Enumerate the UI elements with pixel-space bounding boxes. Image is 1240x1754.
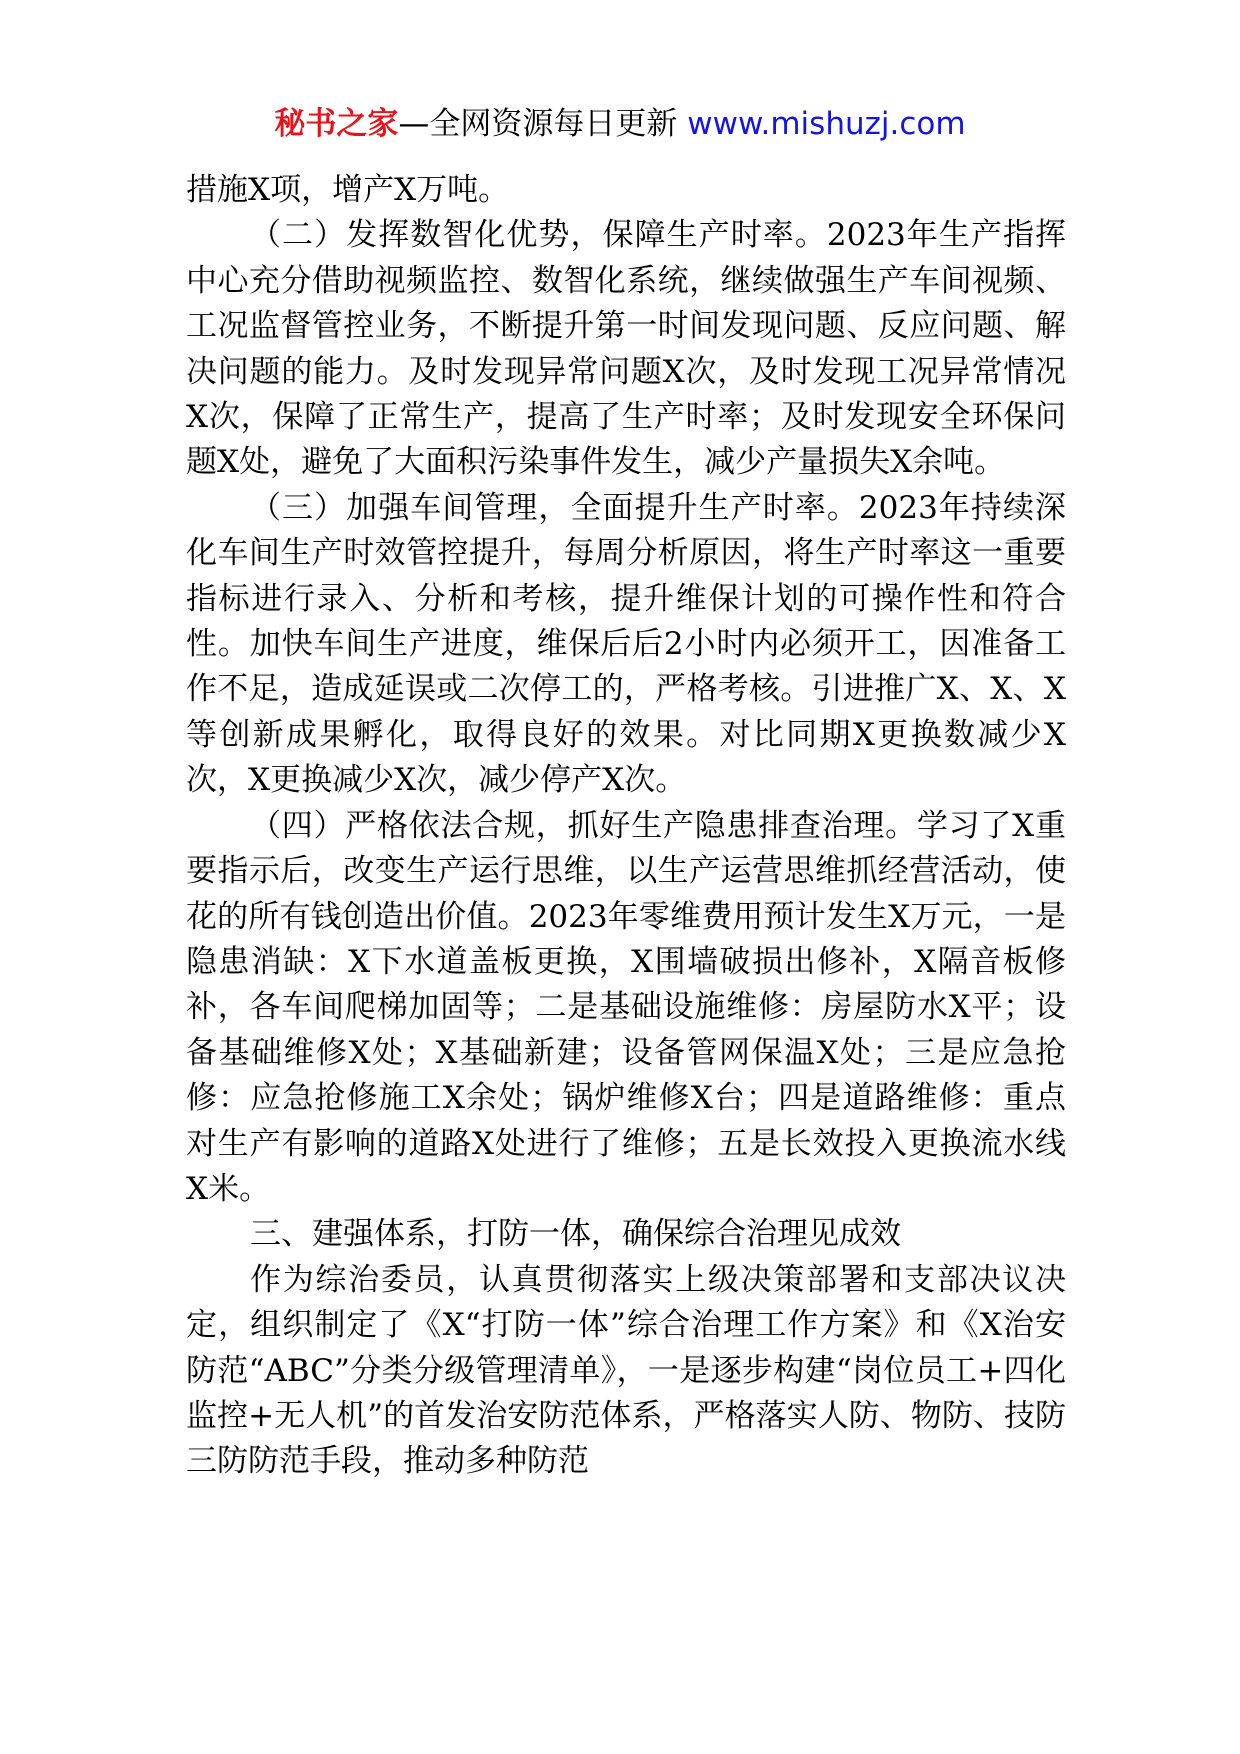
- paragraph-comprehensive-governance: 作为综治委员，认真贯彻落实上级决策部署和支部决议决定，组织制定了《X“打防一体”综合治理工作方案》和《X治安防范“ABC”分类分级管理清单》，一是逐步构建“岗位员工+四化监控+无人机”的首发治安防范体系，严格落实人防、物防、技防三防防范手段，推动多种防范: [186, 1261, 1066, 1480]
- paragraph-section-2: （二）发挥数智化优势，保障生产时率。2023年生产指挥中心充分借助视频监控、数智化系统，继续做强生产车间视频、工况监督管控业务，不断提升第一时间发现问题、反应问题、解决问题的能力。及时发现异常问题X次，及时发现工况异常情况X次，保障了正常生产，提高了生产时率；及时发现安全环保问题X处，避免了大面积污染事件发生，减少产量损失X余吨。: [186, 217, 1066, 481]
- section-heading: 三、建强体系，打防一体，确保综合治理见成效: [250, 1216, 901, 1253]
- site-url-link[interactable]: www.mishuzj.com: [687, 106, 966, 142]
- document-body: [186, 168, 1066, 1485]
- brand-name: 秘书之家: [274, 106, 399, 142]
- header-tagline: —全网资源每日更新: [398, 106, 688, 142]
- site-header: [0, 100, 1240, 148]
- paragraph-continuation: 措施X项，增产X万吨。: [186, 172, 510, 208]
- paragraph-section-3: （三）加强车间管理，全面提升生产时率。2023年持续深化车间生产时效管控提升，每周分析原因，将生产时率这一重要指标进行录入、分析和考核，提升维保计划的可操作性和符合性。加快车间生产进度，维保后后2小时内必须开工，因准备工作不足，造成延误或二次停工的，严格考核。引进推广X、X、X等创新成果孵化，取得良好的效果。对比同期X更换数减少X次，X更换减少X次，减少停产X次。: [186, 489, 1066, 799]
- paragraph-section-4: （四）严格依法合规，抓好生产隐患排查治理。学习了X重要指示后，改变生产运行思维，以生产运营思维抓经营活动，使花的所有钱创造出价值。2023年零维费用预计发生X万元，一是隐患消缺：X下水道盖板更换，X围墙破损出修补，X隔音板修补，各车间爬梯加固等；二是基础设施维修：房屋防水X平；设备基础维修X处；X基础新建；设备管网保温X处；三是应急抢修：应急抢修施工X余处；锅炉维修X台；四是道路维修：重点对生产有影响的道路X处进行了维修；五是长效投入更换流水线X米。: [186, 807, 1066, 1207]
